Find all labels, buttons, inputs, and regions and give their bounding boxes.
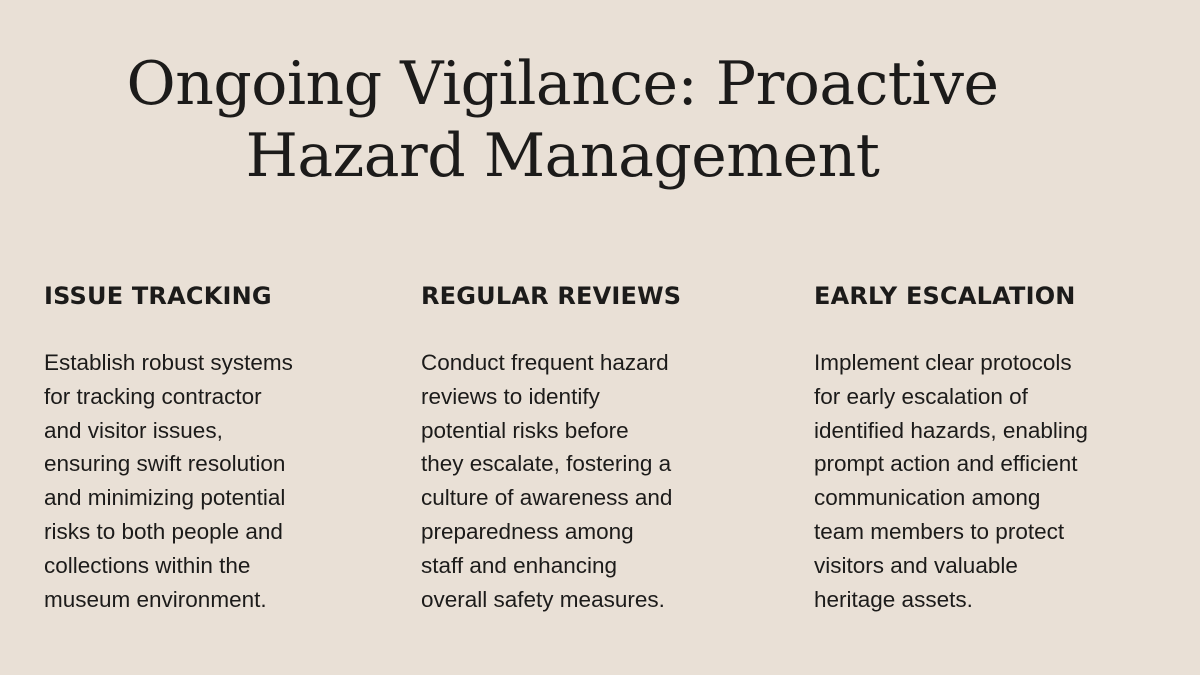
slide-title-line-2: Hazard Management <box>245 121 880 191</box>
body-line: Implement clear protocols <box>814 350 1072 375</box>
column-body <box>814 346 1144 616</box>
column-heading: REGULAR REVIEWS <box>421 282 682 310</box>
body-line: culture of awareness and <box>421 485 673 511</box>
body-line: for early escalation of <box>814 383 1028 409</box>
body-line: they escalate, fostering a <box>421 451 672 477</box>
slide-title <box>0 48 1125 192</box>
column-body <box>44 346 364 616</box>
body-line: ensuring swift resolution <box>44 451 286 477</box>
column-heading: EARLY ESCALATION <box>814 282 1076 310</box>
body-line: staff and enhancing <box>421 552 617 578</box>
body-line: overall safety measures. <box>421 586 665 612</box>
column-regular-reviews <box>421 276 731 616</box>
body-line: prompt action and efficient <box>814 451 1078 477</box>
body-line: and minimizing potential <box>44 485 286 511</box>
body-line: preparedness among <box>421 518 634 544</box>
body-line: reviews to identify <box>421 383 600 409</box>
body-line: for tracking contractor <box>44 383 262 409</box>
column-heading: ISSUE TRACKING <box>44 282 272 310</box>
body-line: communication among <box>814 485 1041 511</box>
body-line: identified hazards, enabling <box>814 417 1088 443</box>
column-issue-tracking <box>44 276 364 616</box>
body-line: museum environment. <box>44 586 267 612</box>
body-line: Conduct frequent hazard <box>421 350 669 375</box>
body-line: team members to protect <box>814 518 1065 544</box>
body-line: risks to both people and <box>44 518 283 544</box>
column-body <box>421 346 731 616</box>
body-line: Establish robust systems <box>44 350 293 375</box>
slide-title-line-1: Ongoing Vigilance: Proactive <box>126 49 999 119</box>
body-line: visitors and valuable <box>814 552 1018 578</box>
body-line: heritage assets. <box>814 586 973 612</box>
column-early-escalation <box>814 276 1144 616</box>
body-line: collections within the <box>44 552 251 578</box>
body-line: and visitor issues, <box>44 417 223 443</box>
body-line: potential risks before <box>421 417 629 443</box>
